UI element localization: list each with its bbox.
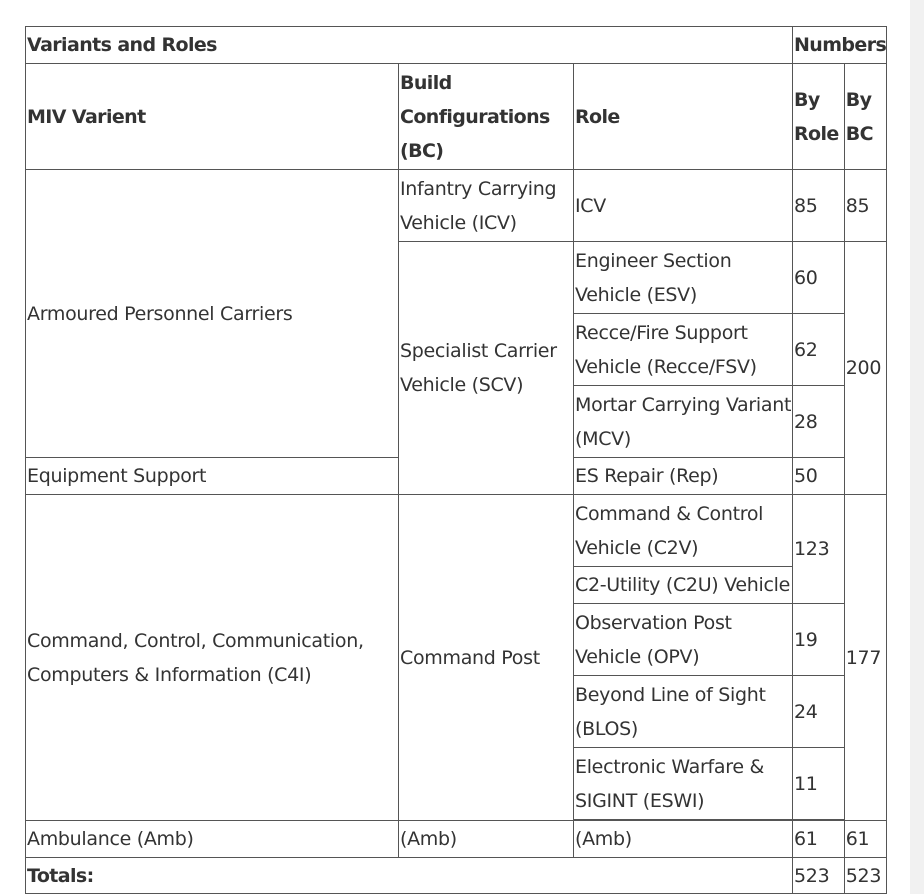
role-recce: Recce/Fire Support Vehicle (Recce/FSV) — [574, 314, 793, 386]
table-subheader-row — [26, 64, 887, 170]
header-by-role: By Role — [793, 64, 845, 170]
role-rep: ES Repair (Rep) — [574, 458, 793, 495]
by-role-esv: 60 — [793, 242, 845, 314]
by-role-eswi: 11 — [793, 748, 845, 820]
role-esv: Engineer Section Vehicle (ESV) — [574, 242, 793, 314]
by-role-mcv: 28 — [793, 386, 845, 458]
totals-by-bc: 523 — [844, 858, 886, 894]
by-bc-cp: 177 — [844, 495, 886, 821]
by-role-icv: 85 — [793, 170, 845, 242]
by-bc-icv: 85 — [844, 170, 886, 242]
group-amb: Ambulance (Amb) — [26, 821, 399, 858]
table-row — [26, 821, 887, 858]
bc-cp: Command Post — [399, 495, 574, 821]
header-by-bc: By BC — [844, 64, 886, 170]
role-icv: ICV — [574, 170, 793, 242]
table-header-row — [26, 27, 887, 64]
totals-row — [26, 858, 887, 894]
group-apc: Armoured Personnel Carriers — [26, 170, 399, 458]
by-role-blos: 24 — [793, 676, 845, 748]
by-bc-scv: 200 — [844, 242, 886, 495]
header-variants-roles: Variants and Roles — [26, 27, 793, 64]
bc-scv: Specialist Carrier Vehicle (SCV) — [399, 242, 574, 495]
role-blos: Beyond Line of Sight (BLOS) — [574, 676, 793, 748]
totals-label: Totals: — [26, 858, 793, 894]
table-row — [26, 495, 887, 567]
role-amb: (Amb) — [574, 821, 793, 858]
role-c2v: Command & Control Vehicle (C2V) — [574, 495, 793, 567]
header-build-config: Build Configurations (BC) — [399, 64, 574, 170]
bc-amb: (Amb) — [399, 821, 574, 858]
header-variant: MIV Varient — [26, 64, 399, 170]
by-role-recce: 62 — [793, 314, 845, 386]
by-bc-amb: 61 — [844, 821, 886, 858]
by-role-opv: 19 — [793, 604, 845, 676]
group-es: Equipment Support — [26, 458, 399, 495]
header-numbers: Numbers — [793, 27, 887, 64]
totals-by-role: 523 — [793, 858, 845, 894]
group-c4i: Command, Control, Communication, Computers & Information (C4I) — [26, 495, 399, 821]
by-role-rep: 50 — [793, 458, 845, 495]
variants-table — [25, 26, 887, 894]
header-role: Role — [574, 64, 793, 170]
role-eswi: Electronic Warfare & SIGINT (ESWI) — [574, 748, 793, 820]
bc-icv: Infantry Carrying Vehicle (ICV) — [399, 170, 574, 242]
table-row — [26, 170, 887, 242]
by-role-amb: 61 — [793, 821, 845, 858]
role-mcv: Mortar Carrying Variant (MCV) — [574, 386, 793, 458]
role-c2u: C2-Utility (C2U) Vehicle — [574, 567, 793, 604]
by-role-c2: 123 — [793, 495, 845, 604]
scrollbar[interactable] — [910, 0, 924, 894]
role-opv: Observation Post Vehicle (OPV) — [574, 604, 793, 676]
